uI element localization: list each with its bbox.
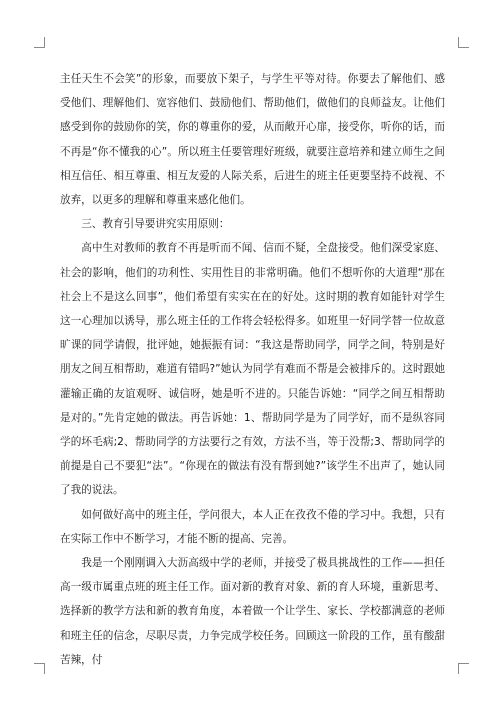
crop-mark-bottom-right bbox=[458, 663, 469, 674]
section-heading-3: 三、教育引导要讲究实用原则： bbox=[81, 218, 230, 231]
paragraph-4: 如何做好高中的班主任，学问很大，本人正在孜孜不倦的学习中。我想，只有在实际工作中不断学习，才能不断的提高、完善。 bbox=[60, 508, 445, 545]
document-body bbox=[60, 67, 445, 672]
paragraph-3: 高中生对教师的教育不再是听而不闻、信而不疑，全盘接受。他们深受家庭、社会的影响，他们的功利性、实用性目的非常明确。他们不想听你的大道理“那在社会上不是这么回事”，他们希望有实实在在的好处。这时期的教育如能针对学生这一心理加以诱导，那么班主任的工作将会轻松得多。如班里一好同学替一位故意旷课的同学请假，批评她，她振振有词：“我这是帮助同学，同学之间，特别是好朋友之间互相帮助，难道有错吗?”她认为同学有难而不帮是会被排斥的。这时跟她灌输正确的友谊观呀、诚信呀，她是听不进的。只能告诉她：“同学之间互相帮助是对的。”先肯定她的做法。再告诉她：1、帮助同学是为了同学好，而不是纵容同学的坏毛病;2、帮助同学的方法要行之有效，方法不当，等于没帮;3、帮助同学的前提是自己不要犯“法”。“你现在的做法有没有帮到她?”该学生不出声了，她认同了我的说法。 bbox=[60, 242, 445, 497]
crop-mark-top-left bbox=[34, 37, 45, 48]
paragraph-5: 我是一个刚刚调入大沥高级中学的老师，并接受了极具挑战性的工作——担任高一级市属重点班的班主任工作。面对新的教育对象、新的育人环境，重新思考、选择新的教学方法和新的教育角度，本着做一个让学生、家长、学校都满意的老师和班主任的信念，尽职尽责，力争完成学校任务。回顾这一阶段的工作，虽有酸甜苦辣，付 bbox=[60, 557, 445, 666]
crop-mark-bottom-left bbox=[34, 663, 45, 674]
paragraph-1: 主任天生不会笑”的形象，而要放下架子，与学生平等对待。你要去了解他们、感受他们、理解他们、宽容他们、鼓励他们、帮助他们，做他们的良师益友。让他们感受到你的鼓励你的笑，你的尊重你的爱，从而敞开心扉，接受你，听你的话，而不再是“你不懂我的心”。所以班主任要管理好班级，就要注意培养和建立师生之间相互信任、相互尊重、相互友爱的人际关系，后进生的班主任更要坚持不歧视、不放弃，以更多的理解和尊重来感化他们。 bbox=[60, 73, 445, 207]
crop-mark-top-right bbox=[458, 37, 469, 48]
